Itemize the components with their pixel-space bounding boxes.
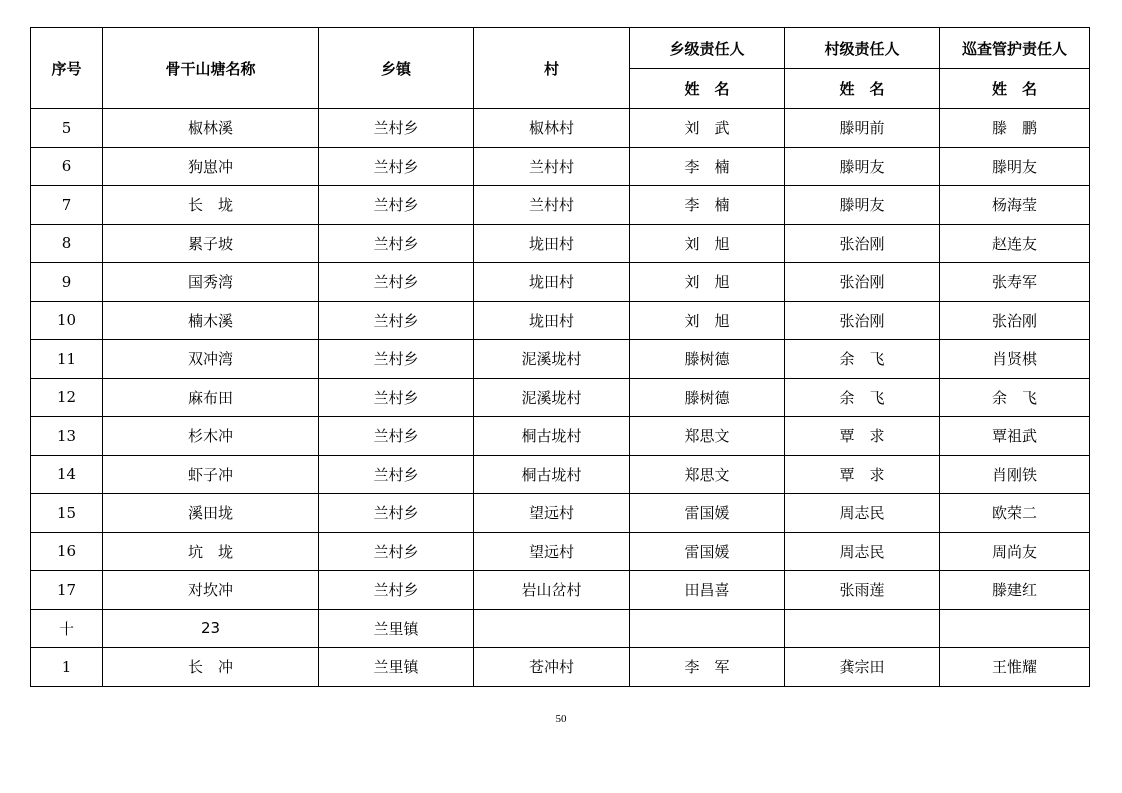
cell-village-leader: 龚宗田 <box>785 648 940 687</box>
cell-town-leader: 雷国媛 <box>630 494 785 533</box>
header-village: 村 <box>474 28 630 109</box>
cell-village-leader: 滕明前 <box>785 109 940 148</box>
cell-village-leader: 覃 求 <box>785 417 940 456</box>
cell-village: 泥溪垅村 <box>474 378 630 417</box>
cell-patrol-leader: 滕明友 <box>940 147 1090 186</box>
cell-seq: 14 <box>31 455 103 494</box>
cell-reservoir-name: 长 冲 <box>103 648 319 687</box>
cell-village-leader: 张治刚 <box>785 301 940 340</box>
cell-seq: 13 <box>31 417 103 456</box>
cell-town: 兰村乡 <box>319 494 474 533</box>
cell-village-leader: 余 飞 <box>785 340 940 379</box>
cell-town-leader: 刘 旭 <box>630 224 785 263</box>
cell-patrol-leader: 赵连友 <box>940 224 1090 263</box>
cell-reservoir-name: 椒林溪 <box>103 109 319 148</box>
cell-patrol-leader: 覃祖武 <box>940 417 1090 456</box>
cell-village-leader: 周志民 <box>785 532 940 571</box>
table-row <box>31 147 1090 186</box>
header-reservoir-name: 骨干山塘名称 <box>103 28 319 109</box>
group-seq: 十 <box>31 609 103 648</box>
cell-village-leader: 滕明友 <box>785 186 940 225</box>
cell-reservoir-name: 对坎冲 <box>103 571 319 610</box>
cell-village-leader: 张雨莲 <box>785 571 940 610</box>
empty-cell <box>785 609 940 648</box>
cell-reservoir-name: 溪田垅 <box>103 494 319 533</box>
cell-patrol-leader: 杨海莹 <box>940 186 1090 225</box>
cell-patrol-leader: 张寿军 <box>940 263 1090 302</box>
cell-patrol-leader: 肖贤棋 <box>940 340 1090 379</box>
table-row <box>31 109 1090 148</box>
page-number: 50 <box>555 713 567 725</box>
table-row <box>31 532 1090 571</box>
table-row <box>31 301 1090 340</box>
cell-town-leader: 李 军 <box>630 648 785 687</box>
group-town: 兰里镇 <box>319 609 474 648</box>
cell-village-leader: 张治刚 <box>785 224 940 263</box>
cell-reservoir-name: 狗崽冲 <box>103 147 319 186</box>
header-name-label: 姓 名 <box>940 69 1090 109</box>
cell-village-leader: 张治刚 <box>785 263 940 302</box>
cell-reservoir-name: 杉木冲 <box>103 417 319 456</box>
cell-town-leader: 刘 旭 <box>630 301 785 340</box>
cell-patrol-leader: 王惟耀 <box>940 648 1090 687</box>
cell-town: 兰村乡 <box>319 301 474 340</box>
empty-cell <box>940 609 1090 648</box>
table-row <box>31 494 1090 533</box>
cell-town: 兰村乡 <box>319 224 474 263</box>
cell-village: 望远村 <box>474 532 630 571</box>
cell-seq: 8 <box>31 224 103 263</box>
cell-town: 兰村乡 <box>319 378 474 417</box>
cell-town-leader: 李 楠 <box>630 186 785 225</box>
cell-village: 岩山岔村 <box>474 571 630 610</box>
cell-town: 兰村乡 <box>319 340 474 379</box>
cell-patrol-leader: 滕建红 <box>940 571 1090 610</box>
cell-seq: 11 <box>31 340 103 379</box>
cell-town: 兰村乡 <box>319 417 474 456</box>
cell-town: 兰村乡 <box>319 455 474 494</box>
cell-town-leader: 滕树德 <box>630 378 785 417</box>
header-row <box>31 28 1090 69</box>
cell-town-leader: 郑思文 <box>630 455 785 494</box>
cell-reservoir-name: 长 垅 <box>103 186 319 225</box>
cell-town: 兰里镇 <box>319 648 474 687</box>
cell-patrol-leader: 欧荣二 <box>940 494 1090 533</box>
table-row <box>31 340 1090 379</box>
cell-town: 兰村乡 <box>319 263 474 302</box>
cell-reservoir-name: 累子坡 <box>103 224 319 263</box>
cell-seq: 10 <box>31 301 103 340</box>
cell-seq: 9 <box>31 263 103 302</box>
cell-village: 泥溪垅村 <box>474 340 630 379</box>
cell-village-leader: 周志民 <box>785 494 940 533</box>
cell-town: 兰村乡 <box>319 571 474 610</box>
header-seq: 序号 <box>31 28 103 109</box>
cell-seq: 15 <box>31 494 103 533</box>
cell-village-leader: 覃 求 <box>785 455 940 494</box>
table-row <box>31 648 1090 687</box>
cell-village: 垅田村 <box>474 224 630 263</box>
cell-patrol-leader: 周尚友 <box>940 532 1090 571</box>
table-row <box>31 417 1090 456</box>
cell-town-leader: 刘 旭 <box>630 263 785 302</box>
cell-reservoir-name: 双冲湾 <box>103 340 319 379</box>
cell-reservoir-name: 国秀湾 <box>103 263 319 302</box>
cell-village: 望远村 <box>474 494 630 533</box>
group-row <box>31 609 1090 648</box>
empty-cell <box>630 609 785 648</box>
cell-reservoir-name: 麻布田 <box>103 378 319 417</box>
cell-town-leader: 田昌喜 <box>630 571 785 610</box>
cell-town-leader: 郑思文 <box>630 417 785 456</box>
cell-town-leader: 雷国媛 <box>630 532 785 571</box>
table-row <box>31 224 1090 263</box>
cell-patrol-leader: 余 飞 <box>940 378 1090 417</box>
cell-town-leader: 李 楠 <box>630 147 785 186</box>
cell-reservoir-name: 楠木溪 <box>103 301 319 340</box>
cell-seq: 12 <box>31 378 103 417</box>
cell-town: 兰村乡 <box>319 532 474 571</box>
table-row <box>31 455 1090 494</box>
cell-seq: 6 <box>31 147 103 186</box>
cell-patrol-leader: 肖刚铁 <box>940 455 1090 494</box>
cell-town: 兰村乡 <box>319 147 474 186</box>
cell-seq: 7 <box>31 186 103 225</box>
header-village-leader: 村级责任人 <box>785 28 940 69</box>
cell-town: 兰村乡 <box>319 186 474 225</box>
header-patrol-leader: 巡查管护责任人 <box>940 28 1090 69</box>
table-row <box>31 263 1090 302</box>
table-row <box>31 571 1090 610</box>
cell-village: 苍冲村 <box>474 648 630 687</box>
cell-seq: 17 <box>31 571 103 610</box>
header-town: 乡镇 <box>319 28 474 109</box>
table-row <box>31 378 1090 417</box>
reservoir-responsibility-table <box>30 27 1090 687</box>
cell-town-leader: 刘 武 <box>630 109 785 148</box>
header-town-leader: 乡级责任人 <box>630 28 785 69</box>
cell-village: 兰村村 <box>474 147 630 186</box>
cell-village-leader: 滕明友 <box>785 147 940 186</box>
cell-village: 桐古垅村 <box>474 417 630 456</box>
table-row <box>31 186 1090 225</box>
cell-village: 桐古垅村 <box>474 455 630 494</box>
cell-village: 垅田村 <box>474 263 630 302</box>
cell-patrol-leader: 滕 鹏 <box>940 109 1090 148</box>
cell-village-leader: 余 飞 <box>785 378 940 417</box>
cell-seq: 1 <box>31 648 103 687</box>
cell-village: 兰村村 <box>474 186 630 225</box>
cell-patrol-leader: 张治刚 <box>940 301 1090 340</box>
group-count: 23 <box>103 609 319 648</box>
cell-town-leader: 滕树德 <box>630 340 785 379</box>
empty-cell <box>474 609 630 648</box>
cell-village: 椒林村 <box>474 109 630 148</box>
cell-town: 兰村乡 <box>319 109 474 148</box>
cell-reservoir-name: 虾子冲 <box>103 455 319 494</box>
header-name-label: 姓 名 <box>785 69 940 109</box>
cell-village: 垅田村 <box>474 301 630 340</box>
cell-seq: 16 <box>31 532 103 571</box>
cell-reservoir-name: 坑 垅 <box>103 532 319 571</box>
header-name-label: 姓 名 <box>630 69 785 109</box>
cell-seq: 5 <box>31 109 103 148</box>
